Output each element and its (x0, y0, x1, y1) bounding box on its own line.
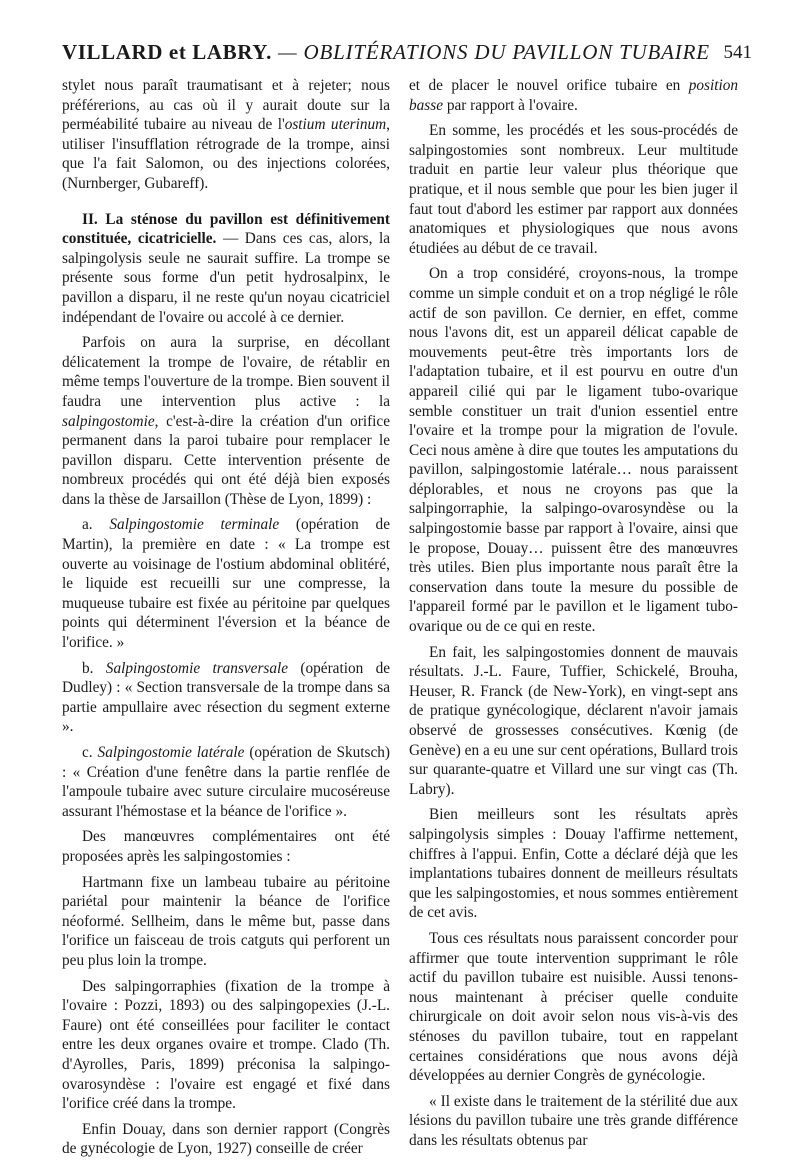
italic-term: position basse (409, 77, 738, 114)
section-heading-paragraph (62, 210, 390, 328)
running-head-authors: VILLARD et LABRY. (62, 40, 272, 64)
list-label: b. (82, 659, 106, 677)
paragraph-right-5: Bien meilleurs sont les résultats après salpingolysis simples : Douay l'affirme nettement, chiffres à l'appui. Enfin, Cotte a déclaré déjà que les implantations tubaires donnent de meilleurs résultats que les salpingostomies, et nous sommes entièrement de cet avis. (409, 806, 738, 922)
text-span: (opération de Dudley) : « Section transversale de la trompe dans sa partie ampullaire avec résection du segment externe ». (62, 659, 391, 736)
list-label: a. (82, 516, 110, 534)
right-column (409, 76, 738, 1156)
italic-term: salpingostomie (62, 412, 155, 430)
text-span: par rapport à l'ovaire. (443, 96, 578, 114)
list-item-b (62, 659, 390, 737)
text-span: (opération de Martin), la première en date : « La trompe est ouverte au voisinage de l'ostium abdominal oblitéré, le liquide est recueilli sur une compresse, la muqueuse tubaire est fixée au péritoine par quelques points qui déterminent l'éversion et la béance de l'orifice. » (62, 516, 390, 652)
list-item-c (62, 743, 390, 821)
text-span: Parfois on aura la surprise, en décollant délicatement la trompe de l'ovaire, de rétablir en même temps l'ouverture de la trompe. Bien souvent il faudra une intervention plus active : la (62, 334, 390, 410)
paragraph-left-3 (62, 333, 390, 509)
paragraph-left-1 (62, 76, 390, 194)
text-span: , c'est-à-dire la création d'un orifice permanent dans la paroi tubaire pour remplacer le pavillon disparu. Cette intervention présente de nombreux procédés qui ont été déjà bien exposés dans la thèse de Jarsaillon (Thèse de Lyon, 1899) : (62, 412, 390, 508)
left-column (62, 76, 390, 1165)
paragraph-right-4: En fait, les salpingostomies donnent de mauvais résultats. J.-L. Faure, Tuffier, Schickelé, Brouha, Heuser, R. Franck (de New-York), en vingt-sept ans de pratique gynécologique, déclarent n'avoir jamais observé de grossesses consécutives. Kœnig (de Genève) en a eu une sur cent opérations, Bullard trois sur quarante-quatre et Villard une sur vingt cas (Th. Labry). (409, 643, 738, 798)
text-span: (opération de Skutsch) : « Création d'une fenêtre dans la partie renflée de l'ampoule tubaire avec suture circulaire mucoséreuse assurant l'hémostase et la béance de l'orifice ». (62, 744, 391, 820)
list-label: c. (82, 744, 98, 761)
running-head-separator: — (271, 40, 304, 64)
paragraph-right-3: On a trop considéré, croyons-nous, la trompe comme un simple conduit et on a trop négligé le rôle actif de son pavillon. Ce dernier, en effet, comme nous l'avons dit, est un appareil délicat capable de mouvements peut-être très importants lors de l'adaptation tubaire, et il est pourvu en outre d'un appareil cilié qui par le ligament tubo-ovarique semble constituer un trait d'union essentiel entre l'ovaire et la trompe pour la migration de l'ovule. Ceci nous amène à dire que toutes les amputations du pavillon, salpingostomie latérale… nous paraissent déplorables, et nous ne croyons pas que la salpingorraphie, la salpingo-ovarosyndèse ou la salpingostomie basse par rapport à l'ovaire, ainsi que le propose, Douay… puissent être des manœuvres très utiles. Bien plus importante nous paraît être la conservation dans toute la mesure du possible de l'appareil formé par le pavillon et le ligament tubo-ovarique ou de ce qui en reste. (409, 265, 738, 636)
paragraph-left-10: Enfin Douay, dans son dernier rapport (Congrès de gynécologie de Lyon, 1927) conseille de créer (62, 1120, 390, 1158)
paragraph-right-7: « Il existe dans le traitement de la stérilité due aux lésions du pavillon tubaire une très grande différence dans les résultats obtenus par (409, 1092, 738, 1149)
paragraph-left-7: Des manœuvres complémentaires ont été proposées après les salpingostomies : (62, 828, 390, 865)
page-number: 541 (723, 42, 752, 63)
list-item-a (62, 515, 390, 652)
text-span: et de placer le nouvel orifice tubaire en (409, 77, 689, 94)
page-header (62, 40, 752, 70)
text-span: — Dans ces cas, alors, la salpingolysis seule ne saurait suffire. La trompe se présente sous forme d'un petit hydrosalpinx, le pavillon a disparu, il ne reste qu'un noyau cicatriciel indépendant de l'ovaire ou accolé à ce dernier. (62, 230, 391, 326)
text-span: stylet nous paraît traumatisant et à rejeter; nous préférerions, au cas où il y aurait doute sur la perméabilité tubaire au niveau de l' (62, 77, 390, 134)
paragraph-left-9: Des salpingorraphies (fixation de la trompe à l'ovaire : Pozzi, 1893) ou des salpingopexies (J.-L. Faure) ont été conseillées pour faciliter le contact entre les deux organes ovaire et trompe. Clado (Th. d'Ayrolles, Paris, 1899) préconisa la salpingo-ovarosyndèse : l'ovaire est engagé et fixé dans l'orifice créé dans la trompe. (62, 977, 390, 1113)
paragraph-right-2: En somme, les procédés et les sous-procédés de salpingostomies sont nombreux. Leur multitude traduit en partie leur valeur plus théorique que pratique, et il nous semble que pour les bien juger il faut tout d'abord les estimer par rapport aux données anatomiques et physiologiques que nous avons étudiées au début de ce travail. (409, 122, 738, 257)
text-span: , utiliser l'insufflation rétrograde de la trompe, ainsi que l'a fait Salomon, ou des injections colorées, (Nurnberger, Gubareff). (62, 116, 390, 192)
paragraph-right-6: Tous ces résultats nous paraissent concorder pour affirmer que toute intervention supprimant le rôle actif du pavillon tubaire est nuisible. Aussi tenons-nous maintenant à préciser quelle conduite chirurgicale on doit avoir selon nous vis-à-vis des sténoses du pavillon tubaire, tout en rappelant certaines considérations que nous avons déjà développées au dernier Congrès de gynécologie. (409, 929, 738, 1085)
italic-term: Salpingostomie terminale (109, 516, 280, 534)
section-heading: II. La sténose du pavillon est définitivement constituée, cicatricielle. (62, 210, 390, 248)
italic-term: Salpingostomie latérale (97, 744, 245, 761)
paragraph-right-1 (409, 76, 738, 115)
italic-term: ostium uterinum (284, 116, 387, 134)
italic-term: Salpingostomie transversale (105, 659, 289, 677)
paragraph-left-8: Hartmann fixe un lambeau tubaire au péritoine pariétal pour maintenir la béance de l'orifice néoformé. Sellheim, dans le même but, passe dans l'orifice un faisceau de trois catguts qui perforent un peu plus loin la trompe. (62, 873, 390, 969)
running-head-title: OBLITÉRATIONS DU PAVILLON TUBAIRE (303, 40, 710, 64)
